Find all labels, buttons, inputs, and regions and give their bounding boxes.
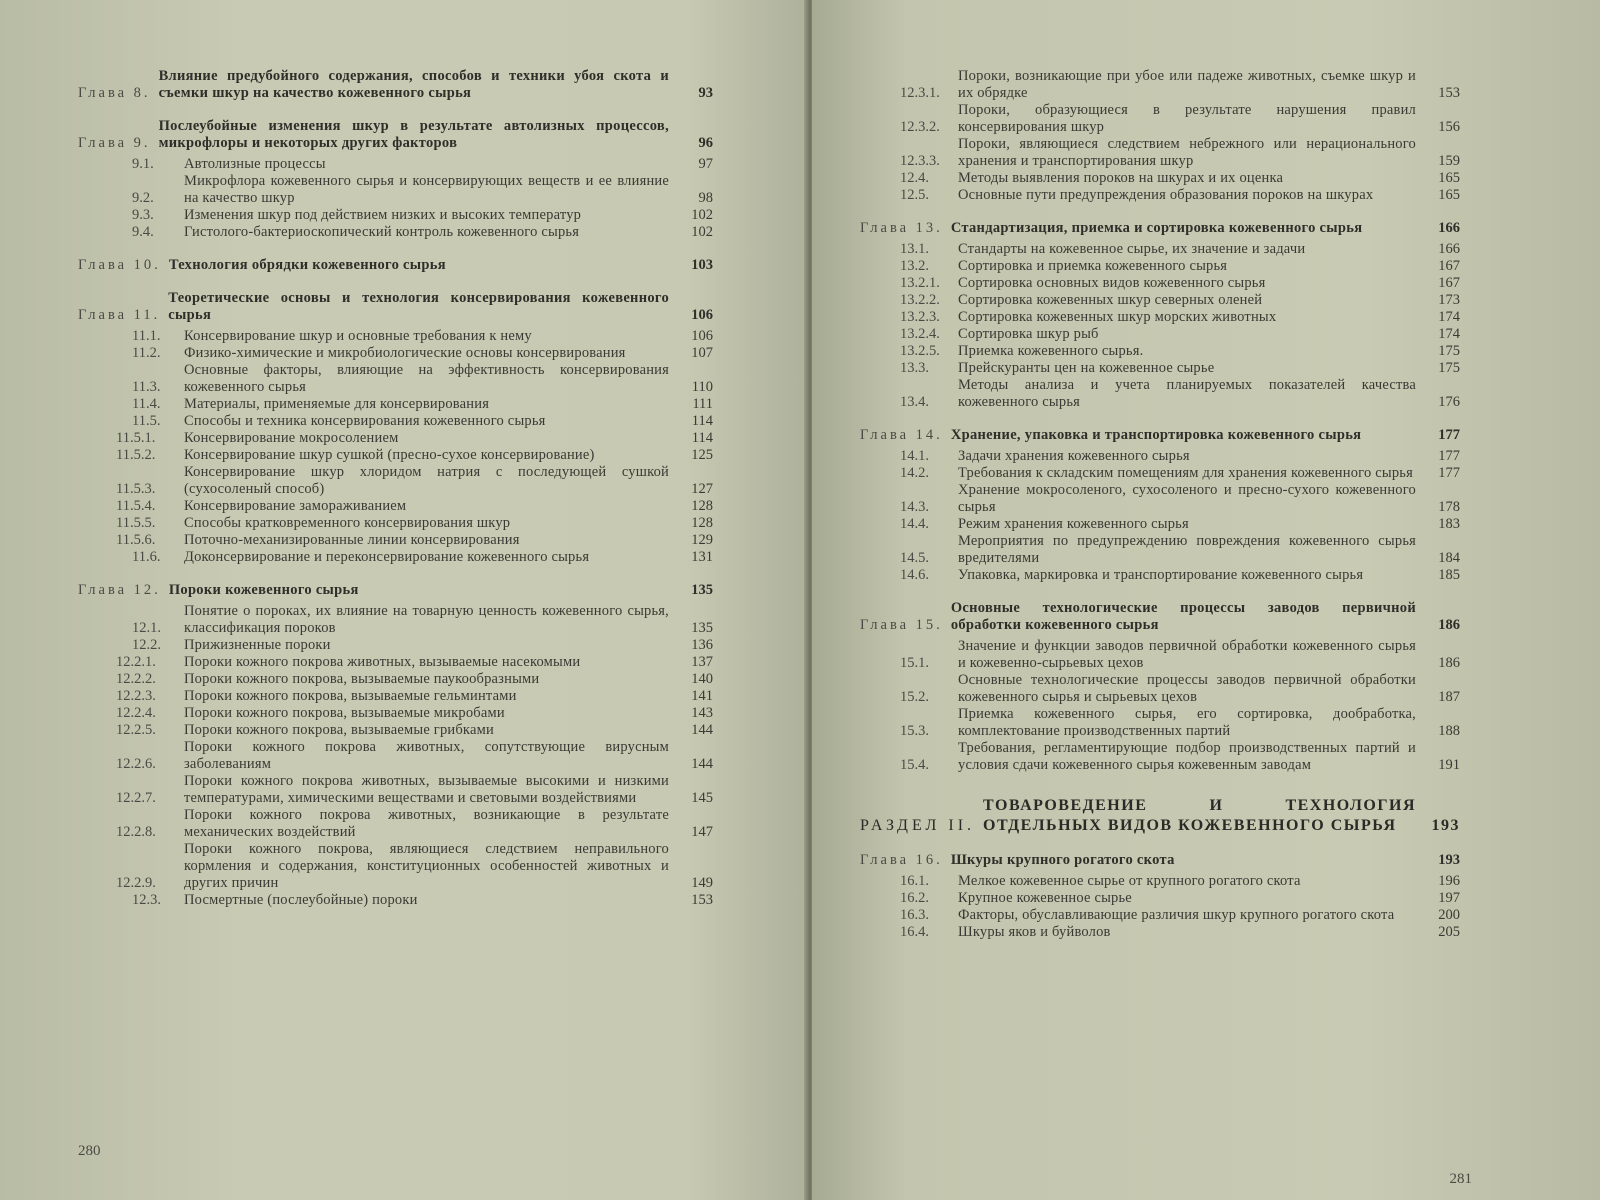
toc-subsection-entry: [78, 362, 713, 396]
toc-entry-number: 14.1.: [900, 448, 929, 464]
toc-subsection-entry: [78, 447, 713, 464]
toc-entry-number: 12.2.4.: [116, 705, 156, 721]
toc-subsection-entry: [860, 258, 1460, 275]
page-number-right: 281: [1449, 1171, 1472, 1187]
toc-entry-number: 9.3.: [132, 207, 154, 223]
toc-entry-page: 106: [691, 307, 713, 323]
toc-entry-page: 97: [698, 156, 713, 172]
toc-entry-number: 9.4.: [132, 224, 154, 240]
toc-entry-title: Автолизные процессы: [184, 156, 326, 172]
toc-entry-number: 12.3.2.: [900, 119, 940, 135]
toc-chapter-entry: [860, 852, 1460, 869]
toc-entry-number: 11.5.3.: [116, 481, 156, 497]
toc-entry-page: 135: [691, 582, 713, 598]
toc-entry-title: Прейскуранты цен на кожевенное сырье: [958, 360, 1215, 376]
toc-entry-page: 186: [1438, 617, 1460, 633]
toc-entry-page: 129: [691, 532, 713, 548]
toc-entry-title: Консервирование шкур и основные требования к нему: [184, 328, 532, 344]
toc-entry-title: Консервирование шкур хлоридом натрия с последующей сушкой (сухосоленый способ): [184, 464, 669, 497]
toc-subsection-entry: [860, 309, 1460, 326]
toc-entry-page: 102: [691, 207, 713, 223]
toc-entry-number: 11.4.: [132, 396, 161, 412]
toc-subsection-entry: [78, 705, 713, 722]
toc-entry-page: 144: [691, 722, 713, 738]
toc-entry-title: Пороки кожного покрова животных, вызываемые высокими и низкими температурами, химическими веществами и световыми воздействиями: [184, 773, 669, 806]
toc-entry-page: 167: [1438, 258, 1460, 274]
toc-subsection-entry: [860, 448, 1460, 465]
toc-subsection-entry: [860, 907, 1460, 924]
toc-entry-page: 166: [1438, 241, 1460, 257]
toc-entry-page: 193: [1438, 852, 1460, 868]
toc-subsection-entry: [78, 549, 713, 566]
toc-subsection-entry: [78, 841, 713, 892]
toc-entry-title: Требования к складским помещениям для хранения кожевенного сырья: [958, 465, 1413, 481]
toc-subsection-entry: [860, 187, 1460, 204]
toc-entry-title: Физико-химические и микробиологические основы консервирования: [184, 345, 626, 361]
toc-entry-title: Понятие о пороках, их влияние на товарную ценность кожевенного сырья, классификация пороков: [184, 603, 669, 636]
toc-entry-number: 11.3.: [132, 379, 161, 395]
toc-entry-title: Консервирование мокросолением: [184, 430, 399, 446]
toc-subsection-entry: [78, 739, 713, 773]
toc-entry-title: Материалы, применяемые для консервирования: [184, 396, 490, 412]
toc-entry-number: 11.5.5.: [116, 515, 156, 531]
toc-entry-title: Основные технологические процессы заводов первичной обработки кожевенного сырья и сырьевых цехов: [958, 672, 1416, 705]
toc-entry-title: Шкуры яков и буйволов: [958, 924, 1111, 940]
toc-subsection-entry: [860, 377, 1460, 411]
toc-entry-title: Сортировка кожевенных шкур морских животных: [958, 309, 1277, 325]
toc-entry-page: 111: [692, 396, 713, 412]
toc-entry-title: Поточно-механизированные линии консервирования: [184, 532, 520, 548]
toc-entry-page: 98: [698, 190, 713, 206]
toc-entry-page: 106: [691, 328, 713, 344]
toc-entry-number: 12.5.: [900, 187, 929, 203]
toc-subsection-entry: [78, 207, 713, 224]
toc-entry-number: Глава 16.: [860, 852, 943, 868]
toc-chapter-entry: [78, 582, 713, 599]
toc-entry-title: Технология обрядки кожевенного сырья: [168, 257, 446, 273]
toc-entry-page: 145: [691, 790, 713, 806]
toc-entry-page: 147: [691, 824, 713, 840]
toc-entry-title: Послеубойные изменения шкур в результате автолизных процессов, микрофлоры и некоторых других факторов: [158, 118, 669, 151]
toc-entry-number: 14.6.: [900, 567, 929, 583]
toc-subsection-entry: [78, 688, 713, 705]
toc-entry-number: РАЗДЕЛ II.: [860, 817, 976, 834]
toc-entry-page: 137: [691, 654, 713, 670]
toc-entry-title: Стандартизация, приемка и сортировка кожевенного сырья: [950, 220, 1363, 236]
toc-entry-number: 14.3.: [900, 499, 929, 515]
toc-entry-number: 16.4.: [900, 924, 929, 940]
table-of-contents-right: [860, 68, 1460, 941]
toc-entry-title: Микрофлора кожевенного сырья и консервирующих веществ и ее влияние на качество шкур: [184, 173, 669, 206]
toc-entry-title: Гистолого-бактериоскопический контроль кожевенного сырья: [184, 224, 580, 240]
toc-entry-number: 12.3.1.: [900, 85, 940, 101]
toc-entry-page: 183: [1438, 516, 1460, 532]
toc-entry-number: 15.2.: [900, 689, 929, 705]
right-page: [812, 0, 1600, 1200]
toc-entry-title: Требования, регламентирующие подбор производственных партий и условия сдачи кожевенного сырья кожевенным заводам: [958, 740, 1416, 773]
toc-subsection-entry: [860, 292, 1460, 309]
toc-entry-page: 144: [691, 756, 713, 772]
toc-entry-title: Пороки кожного покрова, вызываемые грибками: [184, 722, 494, 738]
toc-chapter-entry: [860, 427, 1460, 444]
toc-entry-number: 11.2.: [132, 345, 161, 361]
toc-subsection-entry: [78, 328, 713, 345]
toc-chapter-entry: [860, 600, 1460, 634]
toc-subsection-entry: [860, 482, 1460, 516]
toc-entry-page: 136: [691, 637, 713, 653]
toc-entry-number: 11.1.: [132, 328, 161, 344]
toc-entry-page: 153: [1438, 85, 1460, 101]
toc-subsection-entry: [78, 671, 713, 688]
toc-entry-page: 188: [1438, 723, 1460, 739]
toc-entry-title: Значение и функции заводов первичной обработки кожевенного сырья и кожевенно-сырьевых цехов: [958, 638, 1416, 671]
toc-entry-title: Доконсервирование и переконсервирование кожевенного сырья: [184, 549, 590, 565]
toc-entry-title: Мероприятия по предупреждению повреждения кожевенного сырья вредителями: [958, 533, 1416, 566]
toc-entry-number: Глава 15.: [860, 617, 943, 633]
toc-chapter-entry: [78, 118, 713, 152]
toc-entry-number: 16.2.: [900, 890, 929, 906]
toc-entry-number: 12.2.9.: [116, 875, 156, 891]
toc-entry-number: Глава 10.: [78, 257, 161, 273]
toc-entry-page: 159: [1438, 153, 1460, 169]
toc-entry-title: Мелкое кожевенное сырье от крупного рогатого скота: [958, 873, 1301, 889]
toc-entry-title: Основные факторы, влияющие на эффективность консервирования кожевенного сырья: [184, 362, 669, 395]
toc-subsection-entry: [860, 672, 1460, 706]
toc-entry-page: 178: [1438, 499, 1460, 515]
toc-entry-number: Глава 9.: [78, 135, 151, 151]
toc-entry-title: Упаковка, маркировка и транспортирование кожевенного сырья: [958, 567, 1364, 583]
toc-entry-number: 12.2.: [132, 637, 161, 653]
toc-entry-page: 177: [1438, 448, 1460, 464]
toc-subsection-entry: [78, 892, 713, 909]
toc-entry-number: 12.2.7.: [116, 790, 156, 806]
toc-entry-number: 15.3.: [900, 723, 929, 739]
toc-entry-page: 186: [1438, 655, 1460, 671]
toc-entry-page: 140: [691, 671, 713, 687]
toc-entry-page: 185: [1438, 567, 1460, 583]
toc-entry-title: Методы выявления пороков на шкурах и их оценка: [958, 170, 1284, 186]
toc-entry-title: Пороки кожного покрова, вызываемые гельминтами: [184, 688, 517, 704]
toc-entry-page: 93: [698, 85, 713, 101]
toc-entry-title: Прижизненные пороки: [184, 637, 331, 653]
toc-subsection-entry: [860, 516, 1460, 533]
toc-subsection-entry: [78, 413, 713, 430]
toc-entry-title: Основные пути предупреждения образования пороков на шкурах: [958, 187, 1374, 203]
toc-entry-page: 176: [1438, 394, 1460, 410]
toc-entry-title: Пороки кожного покрова животных, вызываемые насекомыми: [184, 654, 581, 670]
toc-entry-title: Сортировка основных видов кожевенного сырья: [958, 275, 1266, 291]
toc-entry-page: 125: [691, 447, 713, 463]
toc-subsection-entry: [860, 275, 1460, 292]
toc-entry-title: Консервирование замораживанием: [184, 498, 407, 514]
toc-entry-page: 177: [1438, 427, 1460, 443]
toc-entry-title: Пороки кожного покрова, вызываемые паукообразными: [184, 671, 540, 687]
toc-entry-title: Основные технологические процессы заводов первичной обработки кожевенного сырья: [950, 600, 1416, 633]
toc-entry-title: Теоретические основы и технология консервирования кожевенного сырья: [168, 290, 669, 323]
toc-entry-page: 114: [691, 430, 713, 446]
toc-entry-number: 11.5.4.: [116, 498, 156, 514]
toc-subsection-entry: [860, 740, 1460, 774]
toc-entry-number: Глава 12.: [78, 582, 161, 598]
toc-entry-number: 12.2.5.: [116, 722, 156, 738]
toc-entry-title: Посмертные (послеубойные) пороки: [184, 892, 418, 908]
toc-subsection-entry: [78, 515, 713, 532]
toc-entry-page: 102: [691, 224, 713, 240]
toc-entry-number: 12.2.3.: [116, 688, 156, 704]
toc-entry-number: Глава 8.: [78, 85, 151, 101]
toc-entry-page: 184: [1438, 550, 1460, 566]
toc-subsection-entry: [860, 326, 1460, 343]
toc-entry-number: 15.4.: [900, 757, 929, 773]
toc-entry-number: 9.1.: [132, 156, 154, 172]
toc-entry-page: 131: [691, 549, 713, 565]
toc-subsection-entry: [78, 345, 713, 362]
toc-subsection-entry: [860, 567, 1460, 584]
toc-entry-title: Пороки, являющиеся следствием небрежного или нерационального хранения и транспортирования шкур: [958, 136, 1416, 169]
toc-entry-number: 13.2.: [900, 258, 929, 274]
toc-entry-number: 11.5.1.: [116, 430, 156, 446]
toc-entry-page: 114: [691, 413, 713, 429]
toc-subsection-entry: [78, 773, 713, 807]
toc-entry-title: Сортировка шкур рыб: [958, 326, 1099, 342]
toc-entry-number: 13.2.5.: [900, 343, 940, 359]
toc-entry-page: 156: [1438, 119, 1460, 135]
toc-entry-number: 16.1.: [900, 873, 929, 889]
toc-entry-number: 15.1.: [900, 655, 929, 671]
toc-subsection-entry: [78, 464, 713, 498]
toc-entry-title: Режим хранения кожевенного сырья: [958, 516, 1189, 532]
toc-subsection-entry: [860, 533, 1460, 567]
toc-subsection-entry: [78, 637, 713, 654]
toc-entry-page: 149: [691, 875, 713, 891]
toc-entry-title: Пороки кожного покрова, являющиеся следствием неправильного кормления и содержания, конституционных особенностей животных и других причин: [184, 841, 669, 891]
toc-subsection-entry: [860, 465, 1460, 482]
toc-entry-title: Задачи хранения кожевенного сырья: [958, 448, 1190, 464]
toc-entry-number: 12.3.: [132, 892, 161, 908]
toc-subsection-entry: [860, 924, 1460, 941]
toc-subsection-entry: [78, 430, 713, 447]
toc-entry-title: Сортировка кожевенных шкур северных оленей: [958, 292, 1263, 308]
toc-subsection-entry: [78, 224, 713, 241]
toc-entry-page: 96: [698, 135, 713, 151]
toc-entry-number: Глава 13.: [860, 220, 943, 236]
toc-entry-number: 12.1.: [132, 620, 161, 636]
toc-subsection-entry: [78, 654, 713, 671]
toc-subsection-entry: [860, 873, 1460, 890]
toc-entry-title: ТОВАРОВЕДЕНИЕ И ТЕХНОЛОГИЯ ОТДЕЛЬНЫХ ВИДОВ КОЖЕВЕННОГО СЫРЬЯ: [983, 797, 1416, 834]
toc-entry-page: 193: [1431, 817, 1460, 834]
toc-entry-title: Стандарты на кожевенное сырье, их значение и задачи: [958, 241, 1306, 257]
toc-subsection-entry: [78, 532, 713, 549]
toc-entry-title: Крупное кожевенное сырье: [958, 890, 1132, 906]
toc-chapter-entry: [78, 257, 713, 274]
toc-entry-number: 12.2.1.: [116, 654, 156, 670]
toc-subsection-entry: [860, 102, 1460, 136]
toc-subsection-entry: [78, 396, 713, 413]
toc-subsection-entry: [860, 360, 1460, 377]
table-of-contents-left: [78, 68, 713, 909]
toc-entry-page: 166: [1438, 220, 1460, 236]
toc-entry-page: 196: [1438, 873, 1460, 889]
toc-subsection-entry: [78, 173, 713, 207]
page-number-left: 280: [78, 1143, 101, 1159]
toc-subsection-entry: [78, 722, 713, 739]
toc-chapter-entry: [78, 68, 713, 102]
toc-chapter-entry: [78, 290, 713, 324]
toc-entry-number: 12.4.: [900, 170, 929, 186]
toc-entry-number: 12.2.6.: [116, 756, 156, 772]
toc-entry-number: 13.3.: [900, 360, 929, 376]
toc-entry-page: 175: [1438, 360, 1460, 376]
toc-entry-page: 128: [691, 515, 713, 531]
toc-entry-title: Пороки, образующиеся в результате нарушения правил консервирования шкур: [958, 102, 1416, 135]
toc-entry-page: 197: [1438, 890, 1460, 906]
toc-entry-page: 200: [1438, 907, 1460, 923]
toc-subsection-entry: [78, 156, 713, 173]
toc-entry-page: 110: [691, 379, 713, 395]
toc-entry-number: 13.1.: [900, 241, 929, 257]
toc-entry-title: Сортировка и приемка кожевенного сырья: [958, 258, 1228, 274]
toc-entry-title: Пороки кожевенного сырья: [168, 582, 359, 598]
toc-entry-number: 13.4.: [900, 394, 929, 410]
toc-entry-title: Пороки кожного покрова, вызываемые микробами: [184, 705, 505, 721]
toc-entry-number: Глава 11.: [78, 307, 161, 323]
toc-entry-page: 165: [1438, 187, 1460, 203]
toc-subsection-entry: [860, 706, 1460, 740]
toc-entry-number: 11.6.: [132, 549, 161, 565]
toc-entry-title: Пороки, возникающие при убое или падеже животных, съемке шкур и их обрядке: [958, 68, 1416, 101]
toc-entry-number: 13.2.2.: [900, 292, 940, 308]
toc-subsection-entry: [78, 603, 713, 637]
toc-entry-page: 174: [1438, 326, 1460, 342]
toc-subsection-entry: [78, 498, 713, 515]
toc-entry-page: 167: [1438, 275, 1460, 291]
toc-entry-number: 14.5.: [900, 550, 929, 566]
toc-entry-title: Методы анализа и учета планируемых показателей качества кожевенного сырья: [958, 377, 1416, 410]
toc-entry-title: Хранение, упаковка и транспортировка кожевенного сырья: [950, 427, 1362, 443]
toc-entry-page: 141: [691, 688, 713, 704]
toc-entry-title: Способы и техника консервирования кожевенного сырья: [184, 413, 546, 429]
toc-entry-number: 11.5.6.: [116, 532, 156, 548]
toc-entry-number: 12.3.3.: [900, 153, 940, 169]
toc-entry-page: 103: [691, 257, 713, 273]
toc-entry-number: 14.2.: [900, 465, 929, 481]
toc-entry-title: Приемка кожевенного сырья, его сортировка, дообработка, комплектование производственных партий: [958, 706, 1416, 739]
toc-entry-number: 13.2.3.: [900, 309, 940, 325]
toc-entry-page: 135: [691, 620, 713, 636]
toc-entry-page: 143: [691, 705, 713, 721]
toc-entry-page: 127: [691, 481, 713, 497]
toc-entry-title: Способы кратковременного консервирования шкур: [184, 515, 511, 531]
toc-subsection-entry: [860, 890, 1460, 907]
toc-entry-page: 191: [1438, 757, 1460, 773]
toc-entry-number: 9.2.: [132, 190, 154, 206]
toc-subsection-entry: [860, 136, 1460, 170]
toc-entry-number: 12.2.2.: [116, 671, 156, 687]
toc-entry-title: Факторы, обуславливающие различия шкур крупного рогатого скота: [958, 907, 1395, 923]
toc-entry-title: Пороки кожного покрова животных, сопутствующие вирусным заболеваниям: [184, 739, 669, 772]
toc-entry-number: 11.5.: [132, 413, 161, 429]
toc-entry-title: Консервирование шкур сушкой (пресно-сухое консервирование): [184, 447, 595, 463]
toc-entry-number: 12.2.8.: [116, 824, 156, 840]
toc-subsection-entry: [860, 638, 1460, 672]
toc-entry-page: 107: [691, 345, 713, 361]
toc-subsection-entry: [860, 241, 1460, 258]
toc-entry-page: 177: [1438, 465, 1460, 481]
toc-entry-title: Приемка кожевенного сырья.: [958, 343, 1144, 359]
toc-chapter-entry: [860, 220, 1460, 237]
toc-subsection-entry: [860, 68, 1460, 102]
toc-entry-page: 205: [1438, 924, 1460, 940]
toc-entry-title: Влияние предубойного содержания, способов и техники убоя скота и съемки шкур на качество кожевенного сырья: [158, 68, 669, 101]
toc-entry-number: 13.2.4.: [900, 326, 940, 342]
toc-entry-page: 153: [691, 892, 713, 908]
toc-section-entry: [860, 796, 1460, 836]
toc-entry-number: 13.2.1.: [900, 275, 940, 291]
toc-entry-page: 175: [1438, 343, 1460, 359]
toc-entry-number: 16.3.: [900, 907, 929, 923]
toc-entry-page: 165: [1438, 170, 1460, 186]
toc-subsection-entry: [78, 807, 713, 841]
toc-subsection-entry: [860, 170, 1460, 187]
toc-entry-page: 173: [1438, 292, 1460, 308]
toc-entry-page: 187: [1438, 689, 1460, 705]
toc-entry-title: Шкуры крупного рогатого скота: [950, 852, 1175, 868]
toc-entry-title: Пороки кожного покрова животных, возникающие в результате механических воздействий: [184, 807, 669, 840]
toc-subsection-entry: [860, 343, 1460, 360]
toc-entry-number: Глава 14.: [860, 427, 943, 443]
toc-entry-number: 14.4.: [900, 516, 929, 532]
toc-entry-number: 11.5.2.: [116, 447, 156, 463]
toc-entry-title: Изменения шкур под действием низких и высоких температур: [184, 207, 582, 223]
toc-entry-page: 128: [691, 498, 713, 514]
toc-entry-title: Хранение мокросоленого, сухосоленого и пресно-сухого кожевенного сырья: [958, 482, 1416, 515]
toc-entry-page: 174: [1438, 309, 1460, 325]
